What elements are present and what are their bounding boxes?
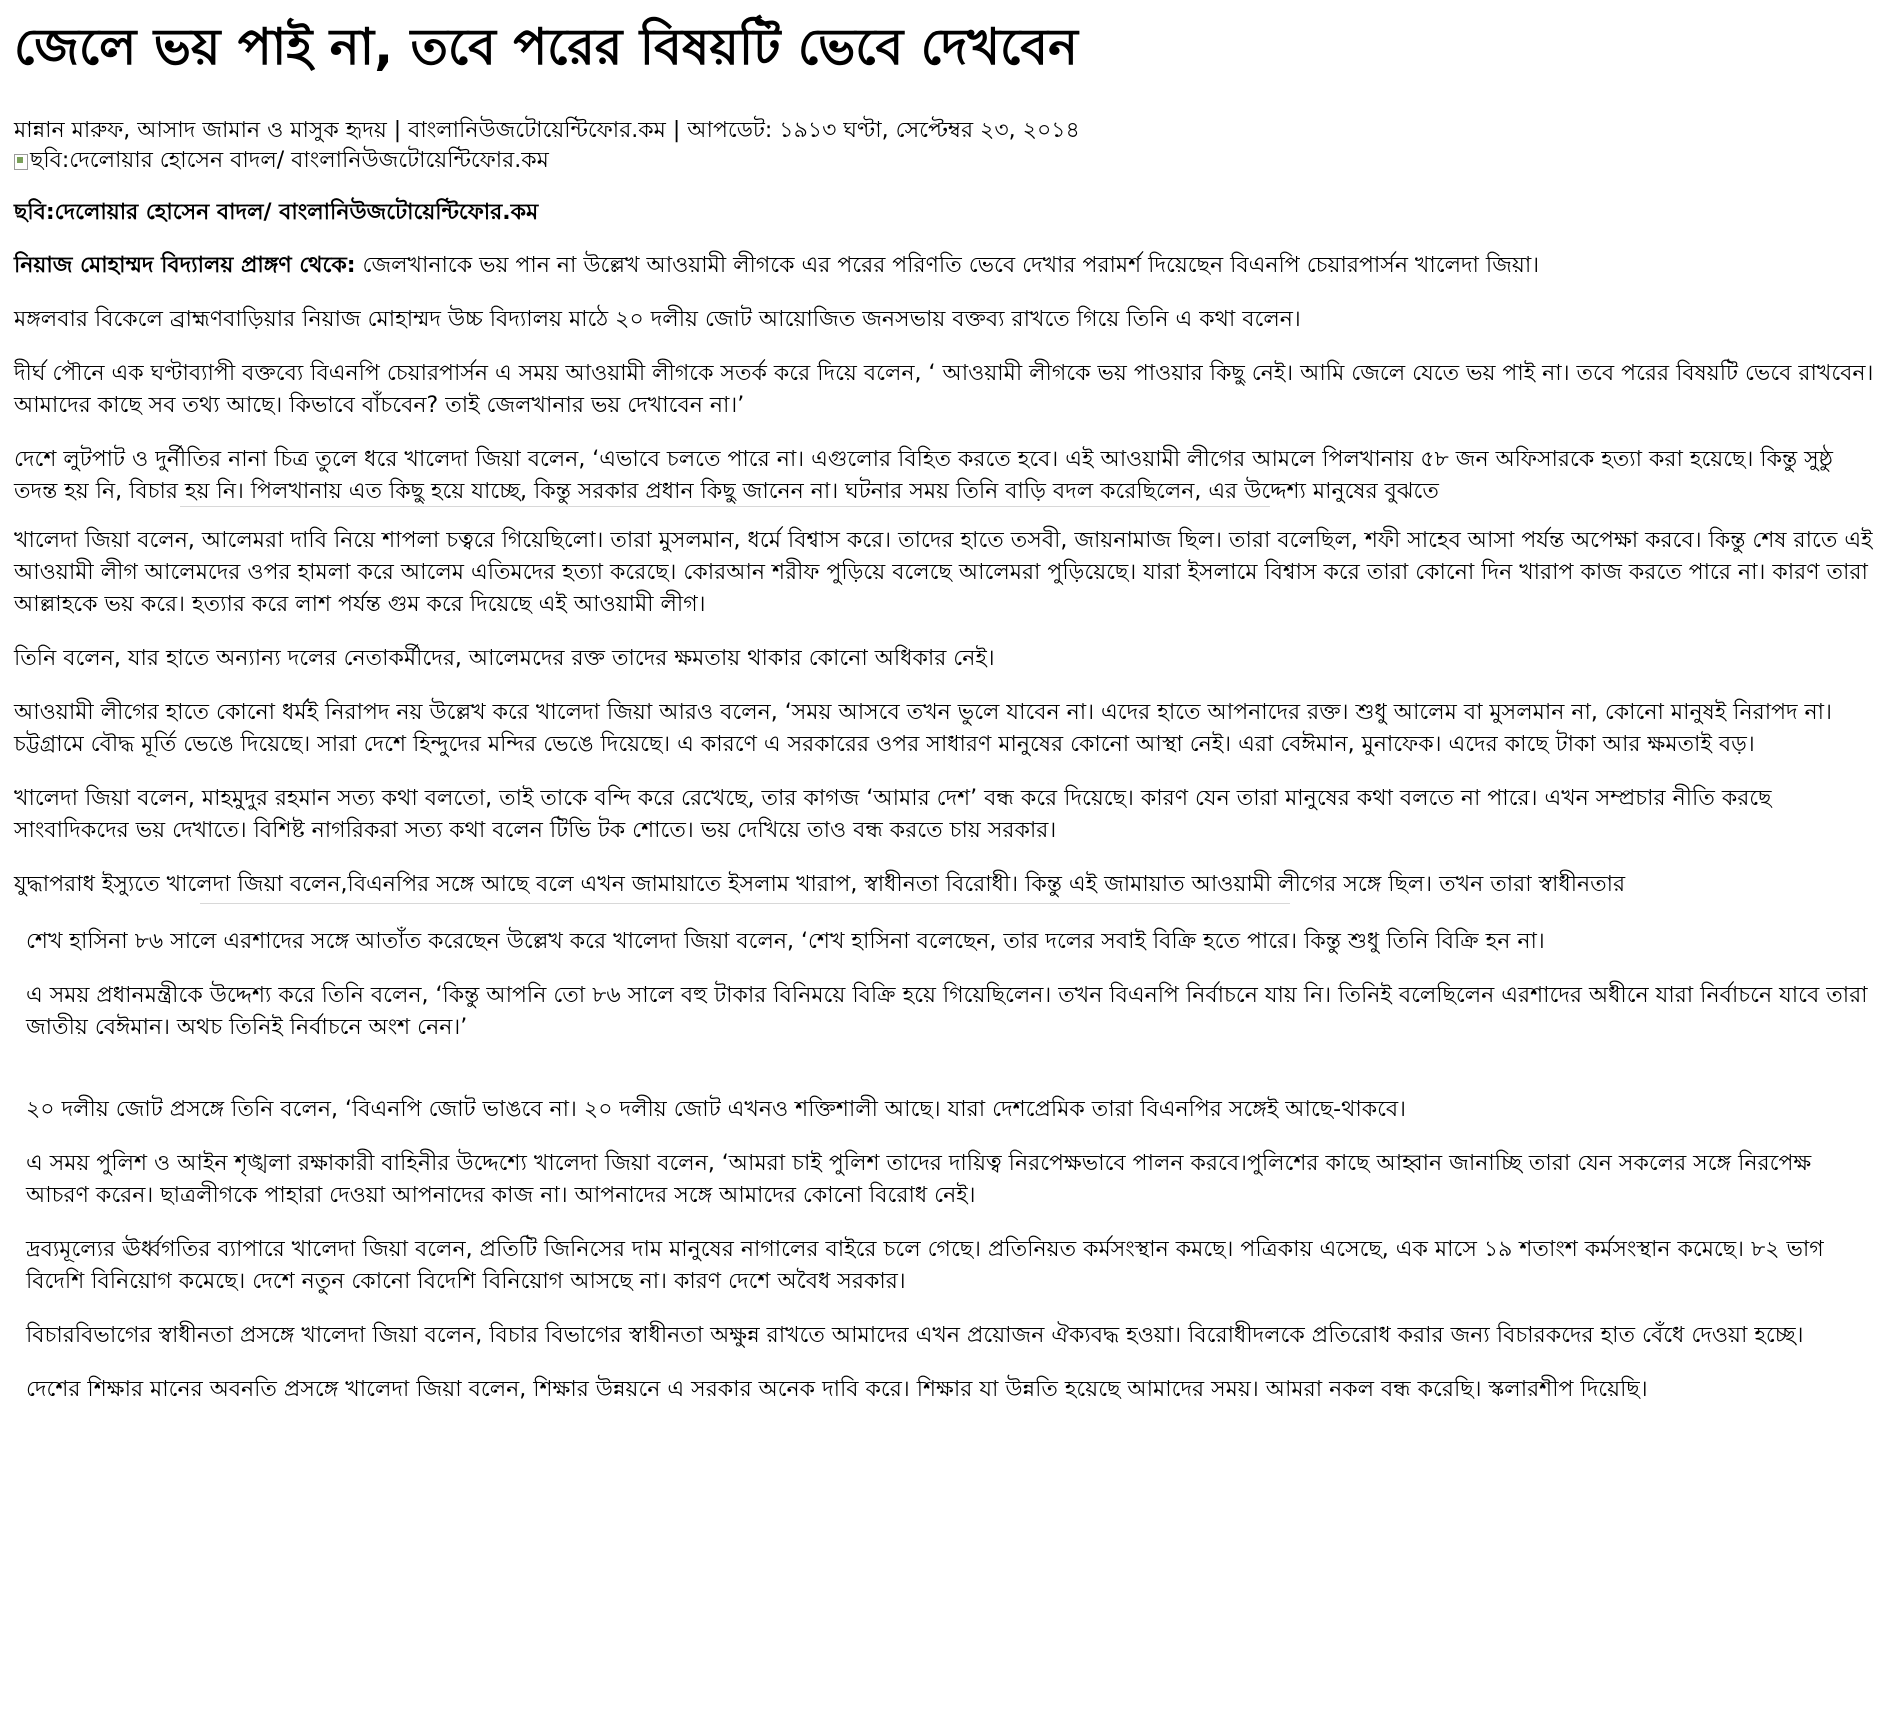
article [14, 0, 1880, 1428]
byline: মান্নান মারুফ, আসাদ জামান ও মাসুক হৃদয় | বাংলানিউজটোয়েন্টিফোর.কম | আপডেট: ১৯১৩ ঘণ্টা, সেপ্টেম্বর ২৩, ২০১৪ [14, 118, 1080, 143]
paragraph-6: তিনি বলেন, যার হাতে অন্যান্য দলের নেতাকর্মীদের, আলেমদের রক্ত তাদের ক্ষমতায় থাকার কোনো অধিকার নেই। [14, 646, 995, 671]
paragraph-12: ২০ দলীয় জোট প্রসঙ্গে তিনি বলেন, ‘বিএনপি জোট ভাঙবে না। ২০ দলীয় জোট এখনও শক্তিশালী আছে। যারা দেশপ্রেমিক তারা বিএনপির সঙ্গেই আছে-থাকবে। [26, 1097, 1407, 1122]
paragraph-11: এ সময় প্রধানমন্ত্রীকে উদ্দেশ্য করে তিনি বলেন, ‘কিন্তু আপনি তো ৮৬ সালে বহু টাকার বিনিময়ে বিক্রি হয়ে গিয়েছিলেন। তখন বিএনপি নির্বাচনে যায় নি। তিনিই বলেছিলেন এরশাদের অধীনে যারা নির্বাচনে যাবে তারা জাতীয় বেঈমান। অথচ তিনিই নির্বাচনে অংশ নেন।’ [26, 983, 1868, 1040]
paragraph-5: খালেদা জিয়া বলেন, আলেমরা দাবি নিয়ে শাপলা চত্বরে গিয়েছিলো। তারা মুসলমান, ধর্মে বিশ্বাস করে। তাদের হাতে তসবী, জায়নামাজ ছিল। তারা বলেছিল, শফী সাহেব আসা পর্যন্ত অপেক্ষা করবে। কিন্তু শেষ রাতে এই আওয়ামী লীগ আলেমদের ওপর হামলা করে আলেম এতিমদের হত্যা করেছে। কোরআন শরীফ পুড়িয়ে বলেছে আলেমরা পুড়িয়েছে। যারা ইসলামে বিশ্বাস করে তারা কোনো দিন খারাপ কাজ করতে পারে না। কারণ তারা আল্লাহকে ভয় করে। হত্যার করে লাশ পর্যন্ত গুম করে দিয়েছে এই আওয়ামী লীগ। [14, 528, 1873, 617]
paragraph-9: যুদ্ধাপরাধ ইস্যুতে খালেদা জিয়া বলেন,বিএনপির সঙ্গে আছে বলে এখন জামায়াতে ইসলাম খারাপ, স্বাধীনতা বিরোধী। কিন্তু এই জামায়াত আওয়ামী লীগের সঙ্গে ছিল। তখন তারা স্বাধীনতার [14, 872, 1626, 897]
paragraph-7: আওয়ামী লীগের হাতে কোনো ধর্মই নিরাপদ নয় উল্লেখ করে খালেদা জিয়া আরও বলেন, ‘সময় আসবে তখন ভুলে যাবেন না। এদের হাতে আপনাদের রক্ত। শুধু আলেম বা মুসলমান না, কোনো মানুষই নিরাপদ না। চট্টগ্রামে বৌদ্ধ মূর্তি ভেঙে দিয়েছে। সারা দেশে হিন্দুদের মন্দির ভেঙে দিয়েছে। এ কারণে এ সরকারের ওপর সাধারণ মানুষের কোনো আস্থা নেই। এরা বেঈমান, মুনাফেক। এদের কাছে টাকা আর ক্ষমতাই বড়। [14, 700, 1832, 757]
image-caption: ছবি:দেলোয়ার হোসেন বাদল/ বাংলানিউজটোয়েন্টিফোর.কম [14, 200, 539, 225]
embed-divider-2 [200, 903, 1290, 904]
paragraph-14: দ্রব্যমূল্যের ঊর্ধ্বগতির ব্যাপারে খালেদা জিয়া বলেন, প্রতিটি জিনিসের দাম মানুষের নাগালের বাইরে চলে গেছে। প্রতিনিয়ত কর্মসংস্থান কমছে। পত্রিকায় এসেছে, এক মাসে ১৯ শতাংশ কর্মসংস্থান কমেছে। ৮২ ভাগ বিদেশি বিনিয়োগ কমেছে। দেশে নতুন কোনো বিদেশি বিনিয়োগ আসছে না। কারণ দেশে অবৈধ সরকার। [26, 1237, 1824, 1294]
paragraph-10: শেখ হাসিনা ৮৬ সালে এরশাদের সঙ্গে আতাঁত করেছেন উল্লেখ করে খালেদা জিয়া বলেন, ‘শেখ হাসিনা বলেছেন, তার দলের সবাই বিক্রি হতে পারে। কিন্তু শুধু তিনি বিক্রি হন না। [26, 929, 1545, 954]
dateline: নিয়াজ মোহাম্মদ বিদ্যালয় প্রাঙ্গণ থেকে: [14, 253, 356, 278]
article-continuation [14, 926, 1880, 1406]
headline: জেলে ভয় পাই না, তবে পরের বিষয়টি ভেবে দেখবেন [14, 18, 1078, 76]
broken-image-icon [14, 154, 28, 170]
paragraph-3: দীর্ঘ পৌনে এক ঘণ্টাব্যাপী বক্তব্যে বিএনপি চেয়ারপার্সন এ সময় আওয়ামী লীগকে সতর্ক করে দিয়ে বলেন, ‘ আওয়ামী লীগকে ভয় পাওয়ার কিছু নেই। আমি জেলে যেতে ভয় পাই না। তবে পরের বিষয়টি ভেবে রাখবেন। আমাদের কাছে সব তথ্য আছে। কিভাবে বাঁচবেন? তাই জেলখানার ভয় দেখাবেন না।’ [14, 361, 1874, 418]
paragraph-2: মঙ্গলবার বিকেলে ব্রাহ্মণবাড়িয়ার নিয়াজ মোহাম্মদ উচ্চ বিদ্যালয় মাঠে ২০ দলীয় জোট আয়োজিত জনসভায় বক্তব্য রাখতে গিয়ে তিনি এ কথা বলেন। [14, 307, 1301, 332]
paragraph-8: খালেদা জিয়া বলেন, মাহমুদুর রহমান সত্য কথা বলতো, তাই তাকে বন্দি করে রেখেছে, তার কাগজ ‘আমার দেশ’ বন্ধ করে দিয়েছে। কারণ যেন তারা মানুষের কথা বলতে না পারে। এখন সম্প্রচার নীতি করছে সাংবাদিকদের ভয় দেখাতে। বিশিষ্ট নাগরিকরা সত্য কথা বলেন টিভি টক শোতে। ভয় দেখিয়ে তাও বন্ধ করতে চায় সরকার। [14, 786, 1772, 843]
paragraph-15: বিচারবিভাগের স্বাধীনতা প্রসঙ্গে খালেদা জিয়া বলেন, বিচার বিভাগের স্বাধীনতা অক্ষুন্ন রাখতে আমাদের এখন প্রয়োজন ঐক্যবদ্ধ হওয়া। বিরোধীদলকে প্রতিরোধ করার জন্য বিচারকদের হাত বেঁধে দেওয়া হচ্ছে। [26, 1323, 1804, 1348]
paragraph-4: দেশে লুটপাট ও দুর্নীতির নানা চিত্র তুলে ধরে খালেদা জিয়া বলেন, ‘এভাবে চলতে পারে না। এগুলোর বিহিত করতে হবে। এই আওয়ামী লীগের আমলে পিলখানায় ৫৮ জন অফিসারকে হত্যা করা হয়েছে। কিন্তু সুষ্ঠু তদন্ত হয় নি, বিচার হয় নি। পিলখানায় এত কিছু হয়ে যাচ্ছে, কিন্তু সরকার প্রধান কিছু জানেন না। ঘটনার সময় তিনি বাড়ি বদল করেছিলেন, এর উদ্দেশ্য মানুষের বুঝতে [14, 447, 1834, 504]
image-alt-text: ছবি:দেলোয়ার হোসেন বাদল/ বাংলানিউজটোয়েন্টিফোর.কম [30, 148, 549, 173]
paragraph-16: দেশের শিক্ষার মানের অবনতি প্রসঙ্গে খালেদা জিয়া বলেন, শিক্ষার উন্নয়নে এ সরকার অনেক দাবি করে। শিক্ষার যা উন্নতি হয়েছে আমাদের সময়। আমরা নকল বন্ধ করেছি। স্কলারশীপ দিয়েছি। [26, 1377, 1648, 1402]
paragraph-13: এ সময় পুলিশ ও আইন শৃঙ্খলা রক্ষাকারী বাহিনীর উদ্দেশ্যে খালেদা জিয়া বলেন, ‘আমরা চাই পুলিশ তাদের দায়িত্ব নিরপেক্ষভাবে পালন করবে।পুলিশের কাছে আহ্বান জানাচ্ছি তারা যেন সকলের সঙ্গে নিরপেক্ষ আচরণ করেন। ছাত্রলীগকে পাহারা দেওয়া আপনাদের কাজ না। আপনাদের সঙ্গে আমাদের কোনো বিরোধ নেই। [26, 1151, 1812, 1208]
article-image [14, 146, 1880, 176]
paragraph-1: নিয়াজ মোহাম্মদ বিদ্যালয় প্রাঙ্গণ থেকে: জেলখানাকে ভয় পান না উল্লেখ আওয়ামী লীগকে এর পরের পরিণতি ভেবে দেখার পরামর্শ দিয়েছেন বিএনপি চেয়ারপার্সন খালেদা জিয়া। [14, 253, 1540, 278]
